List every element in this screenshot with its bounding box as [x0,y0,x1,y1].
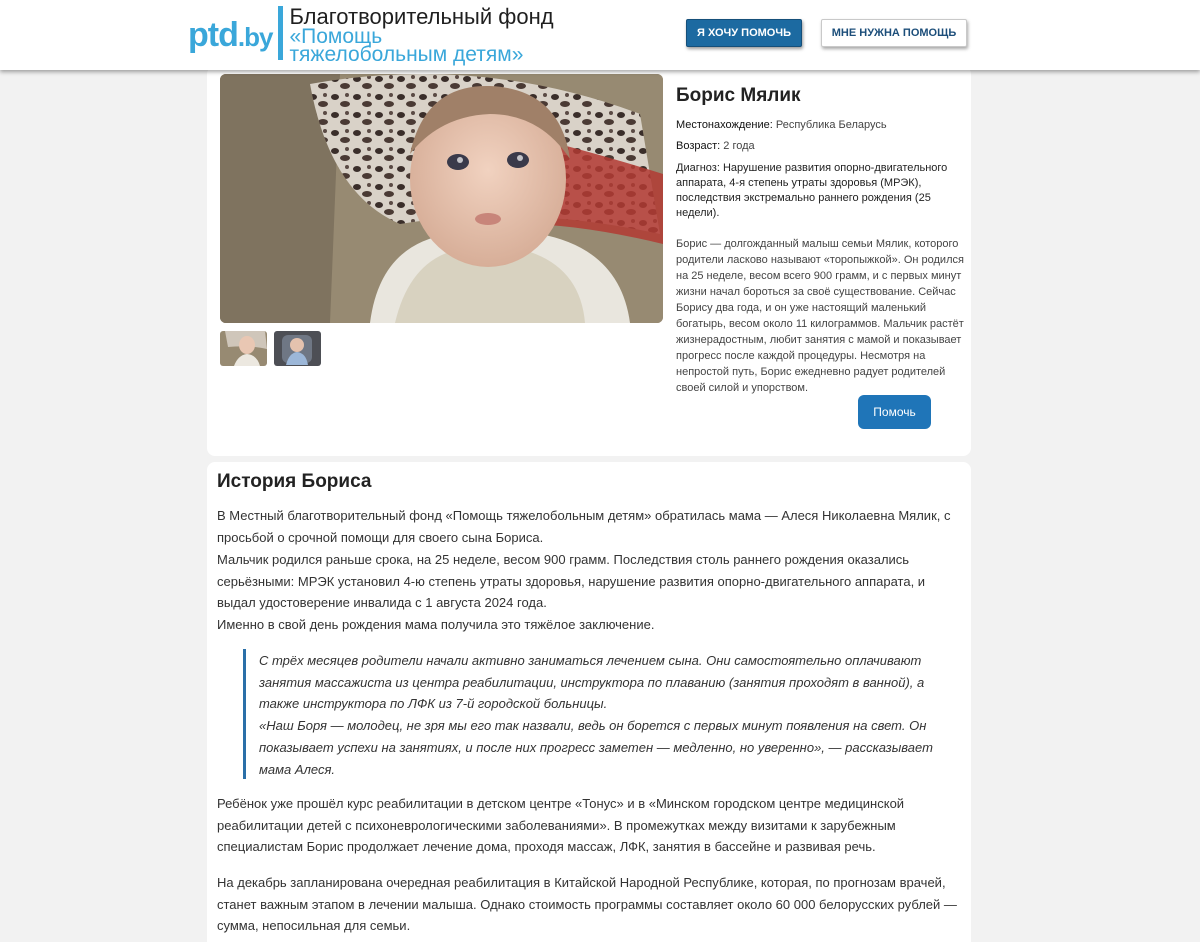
want-to-help-button[interactable]: Я ХОЧУ ПОМОЧЬ [686,19,802,47]
child-diagnosis: Диагноз: Нарушение развития опорно-двигательного аппарата, 4-я степень утраты здоровья (МРЭК), последствия экстремально раннего рождения (25 недели). [676,162,948,219]
story-paragraph-5: На декабрь запланирована очередная реабилитация в Китайской Народной Республике, которая, по прогнозам врачей, станет важным этапом в лечении малыша. Однако стоимость программы составляет около 60 000 белорусских рублей — сумма, непосильная для семьи. [217,875,957,934]
child-age: Возраст: 2 года [676,140,755,152]
story-paragraph-1: В Местный благотворительный фонд «Помощь тяжелобольным детям» обратилась мама — Алеся Николаевна Мялик, с просьбой о срочной помощи для своего сына Бориса. [217,508,951,545]
quote-paragraph-2: «Наш Боря — молодец, не зря мы его так назвали, ведь он борется с первых минут появления на свет. Он показывает успехи на занятиях, и после них прогресс заметен — медленно, но уверенно», — рассказывает мама Алеся. [259,718,933,777]
logo-divider [278,6,283,60]
site-logo[interactable] [188,4,554,66]
quote-paragraph-1: С трёх месяцев родители начали активно заниматься лечением сына. Они самостоятельно оплачивают занятия массажиста из центра реабилитации, инструктора по плаванию (занятия проходят в ванной), а также инструктора по ЛФК из 7-й городской больницы. [259,653,925,712]
quote-border [243,649,246,779]
site-header [0,0,1200,70]
need-help-button[interactable]: МНЕ НУЖНА ПОМОЩЬ [821,19,967,47]
story-blockquote [259,650,949,780]
child-summary: Борис — долгожданный малыш семьи Мялик, которого родители ласково называют «торопыжкой». Он родился на 25 неделе, весом всего 900 грамм, и с первых минут жизни начал бороться за своё существование. Сейчас Борису два года, и он уже настоящий маленький богатырь, весом около 11 килограммов. Мальчик растёт жизнерадостным, любит занятия с мамой и показывает прогресс после каждой процедуры. Несмотря на непростой путь, Борис ежедневно радует родителей своей силой и упорством. [676,238,964,394]
thumbnail-photo-1[interactable] [220,331,267,366]
child-location: Местонахождение: Республика Беларусь [676,119,887,131]
logo-org-name: Благотворительный фонд «Помощь тяжелобольным детям» [289,4,554,66]
story-title: История Бориса [217,471,372,492]
child-name: Борис Мялик [676,85,801,106]
story-paragraph-3: Именно в свой день рождения мама получила это тяжёлое заключение. [217,617,655,632]
story-paragraph-2: Мальчик родился раньше срока, на 25 неделе, весом 900 грамм. Последствия столь раннего рождения оказались серьёзными: МРЭК установил 4-ю степень утраты здоровья, нарушение развития опорно-двигательного аппарата, и выдал удостоверение инвалида с 1 августа 2024 года. [217,552,926,611]
child-main-photo[interactable] [220,74,663,323]
logo-ptd: ptd.by [188,16,273,54]
donate-button[interactable]: Помочь [858,395,931,429]
story-paragraph-4: Ребёнок уже прошёл курс реабилитации в детском центре «Тонус» и в «Минском городском центре медицинской реабилитации детей с психоневрологическими заболеваниями». В промежутках между визитами к зарубежным специалистам Борис продолжает лечение дома, проходя массаж, ЛФК, занятия в бассейне и развивая речь. [217,796,905,855]
thumbnail-photo-2[interactable] [274,331,321,366]
